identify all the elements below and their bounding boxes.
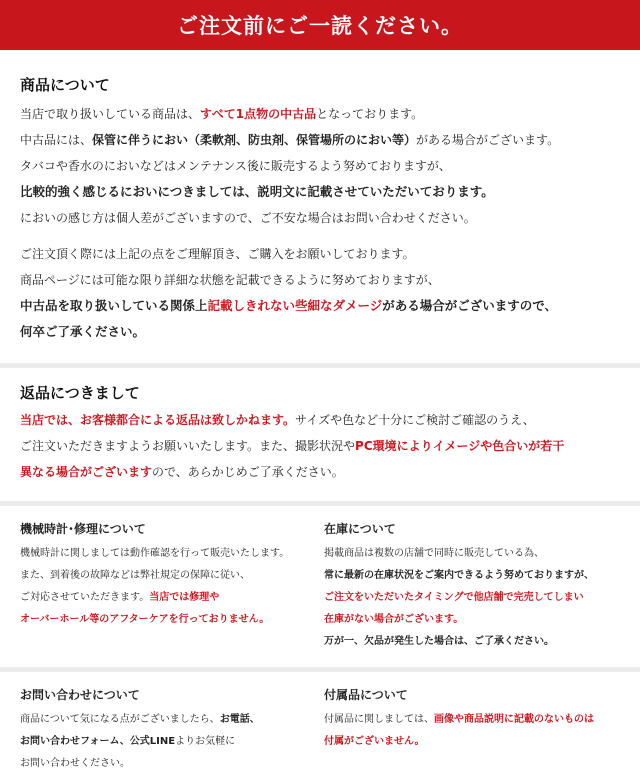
text: ご対応させていただきます。 <box>20 592 150 603</box>
product-line-2 <box>20 127 620 153</box>
notice-banner: ご注文前にご一読ください。 <box>0 0 640 50</box>
stock-line-3 <box>324 587 626 609</box>
highlight: すべて1点物の中古品 <box>200 107 317 121</box>
stock-section <box>322 520 626 653</box>
accessories-title: 付属品について <box>324 688 408 702</box>
text: サイズや色など十分にご検討ご確認のうえ、 <box>295 413 535 427</box>
highlight: 当店では、お客様都合による返品は致しかねます。 <box>20 413 296 427</box>
stock-line-2: 常に最新の在庫状況をご案内できるよう努めておりますが、 <box>324 570 594 581</box>
contact-line-1 <box>20 709 322 731</box>
bold-text: 中古品を取り扱いしている関係上 <box>20 298 208 313</box>
watch-line-3 <box>20 587 322 609</box>
product-line-6: ご注文頂く際には上記の点をご理解頂き、ご購入をお願いしております。 <box>20 247 415 261</box>
watch-line-2: また、到着後の故障などは弊社規定の保障に従い、 <box>20 570 250 581</box>
text: ご注文いただきますようお願いいたします。また、撮影状況や <box>20 439 356 453</box>
stock-line-5: 万が一、欠品が発生した場合は、ご了承ください。 <box>324 636 554 647</box>
contact-title: お問い合わせについて <box>20 688 140 702</box>
text: 中古品には、 <box>20 133 93 147</box>
accessories-line-1 <box>324 709 626 731</box>
text: 当店で取り扱いしている商品は、 <box>20 107 201 121</box>
accessories-section <box>322 686 626 775</box>
product-line-4: 比較的強く感じるにおいにつきましては、説明文に記載させていただいております。 <box>20 184 494 199</box>
contact-line-2 <box>20 731 322 753</box>
product-line-1 <box>20 101 620 127</box>
text: ので、あらかじめご了承ください。 <box>152 465 344 479</box>
contact-section <box>20 686 322 775</box>
highlight: ご注文をいただいたタイミングで他店舗で完売してしまい <box>324 592 584 603</box>
product-section <box>0 50 640 345</box>
bold-text: 保管に伴うにおい（柔軟剤、防虫剤、保管場所のにおい等） <box>92 133 417 147</box>
product-line-9: 何卒ご了承ください。 <box>20 324 146 339</box>
returns-title: 返品につきまして <box>20 384 140 402</box>
returns-line-1 <box>20 407 620 433</box>
highlight: 画像や商品説明に記載のないものは <box>434 714 594 725</box>
product-line-5: においの感じ方は個人差がございますので、ご不安な場合はお問い合わせください。 <box>20 211 476 225</box>
info-grid-top <box>0 506 640 653</box>
accessories-line-2 <box>324 731 626 753</box>
text: 商品について気になる点がございましたら、 <box>20 714 220 725</box>
watch-title: 機械時計･修理について <box>20 522 146 536</box>
highlight: PC環境によりイメージや色合いが若干 <box>355 439 565 453</box>
watch-section <box>20 520 322 653</box>
product-line-8 <box>20 293 620 319</box>
product-title: 商品について <box>20 76 110 94</box>
text: 付属品に関しましては、 <box>324 714 434 725</box>
stock-line-4 <box>324 609 626 631</box>
text: よりお気軽に <box>175 736 236 747</box>
bold-text: お問い合わせフォーム、公式LINE <box>20 736 176 747</box>
contact-line-3: お問い合わせください。 <box>20 758 130 769</box>
returns-line-2 <box>20 433 620 459</box>
info-grid-bottom <box>0 672 640 775</box>
watch-line-4 <box>20 609 322 631</box>
highlight: オーバーホール等のアフターケアを行っておりません。 <box>20 614 270 625</box>
watch-line-1: 機械時計に関しましては動作確認を行って販売いたします。 <box>20 548 290 559</box>
returns-section <box>0 368 640 485</box>
bold-text: お電話、 <box>219 714 260 725</box>
bold-text: がある場合がございますので、 <box>382 298 558 313</box>
highlight: 異なる場合がございます <box>20 465 153 479</box>
product-line-7: 商品ページには可能な限り詳細な状態を記載できるように努めておりますが、 <box>20 273 440 287</box>
highlight: 記載しきれない些細なダメージ <box>207 298 383 313</box>
returns-line-3 <box>20 459 620 485</box>
stock-title: 在庫について <box>324 522 396 536</box>
highlight: 当店では修理や <box>149 592 220 603</box>
stock-line-1: 掲載商品は複数の店舗で同時に販売している為、 <box>324 548 544 559</box>
product-line-3: タバコや香水のにおいなどはメンテナンス後に販売するよう努めておりますが、 <box>20 159 451 173</box>
text: となっております。 <box>316 107 424 121</box>
highlight: 在庫がない場合がございます。 <box>324 614 464 625</box>
highlight: 付属がございません。 <box>324 736 425 747</box>
text: がある場合がございます。 <box>416 133 560 147</box>
